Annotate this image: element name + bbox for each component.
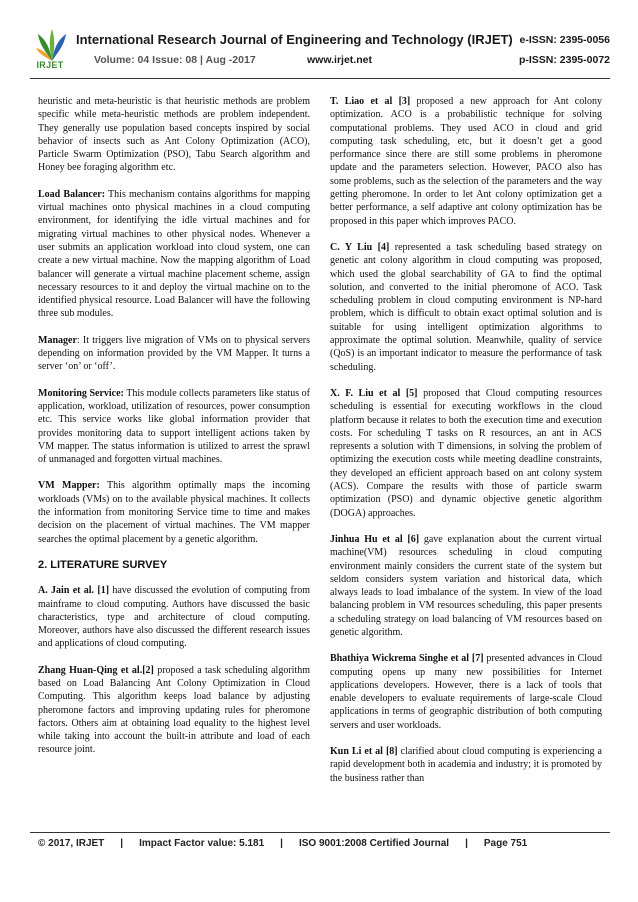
paragraph-text: clarified about cloud computing is experiencing a rapid development both in academia and industry; it is promoted by the business rather than <box>330 746 602 784</box>
term-label: Manager <box>38 334 77 346</box>
citation-label: C. Y Liu [4] <box>330 241 390 253</box>
copyright: © 2017, IRJET <box>38 838 105 849</box>
journal-title: International Research Journal of Engineering and Technology (IRJET) <box>76 32 513 47</box>
paragraph-text: This mechanism contains algorithms for mapping virtual machines onto physical machines in a cloud computing environment, for identifying the idle virtual machines and for migrating virtual machines to other physical nodes. Whenever a user submits an application workload into cloud system, one can create a new virtual machine. Now the mapping algorithm of Load balancer will generate a virtual machine placement scheme, assign necessary resources to it and deploy the virtual machine on to the identified physical resource. Load Balancer will have the following three sub modules. <box>38 188 310 320</box>
footer-separator: | <box>280 838 283 849</box>
term-label: VM Mapper: <box>38 480 100 492</box>
paragraph-ref-5 <box>330 387 602 520</box>
citation-label: T. Liao et al [3] <box>330 96 411 107</box>
citation-label: Bhathiya Wickrema Singhe et al [7] <box>330 653 484 665</box>
iso-certification: ISO 9001:2008 Certified Journal <box>298 838 450 849</box>
e-issn: e-ISSN: 2395-0056 <box>519 34 610 46</box>
footer-divider <box>30 832 610 833</box>
volume-issue: Volume: 04 Issue: 08 | Aug -2017 <box>94 54 256 66</box>
citation-label: Jinhua Hu et al [6] <box>330 533 420 545</box>
footer-separator: | <box>120 838 124 849</box>
section-heading: 2. LITERATURE SURVEY <box>38 558 168 571</box>
impact-factor: Impact Factor value: 5.181 <box>139 838 265 849</box>
paragraph-ref-2 <box>38 664 310 757</box>
paragraph-load-balancer <box>38 188 310 321</box>
paragraph-text: presented advances in Cloud computing opens up many new possibilities for Internet applications developers. However, there is a lack of tools that enable developers to evaluate requirements of large-scale Cloud applications in terms of geographic distribution of both computing servers and user workloads. <box>330 653 603 731</box>
left-column <box>38 95 310 770</box>
page-footer <box>38 838 610 849</box>
paragraph-text: proposed a task scheduling algorithm based on Load Balancing Ant Colony Optimization in Cloud Computing. This algorithm keeps load balance by adjusting pheromone factors and improving updating rules for pheromone factors. Others aim at obtaining load equality to the highest level while taking into account the built-in attribute and load of each resource joint. <box>38 664 310 756</box>
leaf-logo-icon <box>36 28 68 62</box>
paragraph-monitoring-service <box>38 387 310 467</box>
footer-separator: | <box>465 838 468 849</box>
paragraph-ref-8 <box>330 745 602 785</box>
header-divider <box>30 78 610 79</box>
paragraph-ref-6 <box>330 533 602 639</box>
paragraph-text: This algorithm optimally maps the incoming workloads (VMs) on to the available physical machines. It collects the information from monitoring Service time to time and makes decision on the placement of virtual machines. The VM mapper searches the optimal placement by a genetic algorithm. <box>38 480 310 545</box>
paragraph-ref-4 <box>330 241 602 374</box>
term-label: Monitoring Service: <box>38 387 124 399</box>
term-label: Load Balancer: <box>38 188 106 200</box>
paragraph-text: : It triggers live migration of VMs on to physical servers depending on information provided by the VM Mapper. It turns a server ‘on’ or ‘off’. <box>38 334 310 373</box>
paragraph-vm-mapper <box>38 479 310 545</box>
paragraph-manager <box>38 334 310 374</box>
paragraph-ref-1 <box>38 584 310 650</box>
paragraph-text: have discussed the evolution of computing from mainframe to cloud computing. Authors have discussed the basic characteristics, type and architecture of cloud computing. Moreover, authors have also discussed the different research issues and applications of cloud computing. <box>38 585 310 650</box>
page-number: Page 751 <box>483 838 528 849</box>
paragraph <box>38 95 310 175</box>
paragraph-text: proposed that Cloud computing resources scheduling is essential for executing workflows in the cloud platform because it relates to both the execution time and execution costs. For scheduling T tasks on R resources, an ant in ACS represents a solution with T dimensions, in solving the problem of optimizing the execution costs while meeting deadline constraints, they developed an efficient approach based on ant colony system (ACS). Compare the results with those of particle swarm optimization (PSO) and dynamic objective genetic algorithm (DOGA) approaches. <box>330 387 602 519</box>
right-column <box>330 95 602 798</box>
paragraph-text: represented a task scheduling based strategy on genetic ant colony algorithm in cloud computing was proposed, which used the global searchability of GA to find the optimal solution, and converted to the initial pheromone of ACO. Task scheduling problem in cloud computing environment is NP-hard problem, which is difficult to obtain exact optimal solution and is suitable for using intelligent optimization algorithms to approximate the optimal solution. Meanwhile, quality of service (QoS) is an important indicator to measure the performance of task scheduling. <box>330 241 602 373</box>
citation-label: X. F. Liu et al [5] <box>330 387 418 399</box>
paragraph-text: proposed a new approach for Ant colony optimization. ACO is a probabilistic technique for solving computational problems. They used ACO in cloud and grid computing task scheduling, etc, but it doesn’t get a good performance since there are still some problems in pheromone update and the parameters selection. However, PACO also has some problems, such as the selection of the parameters and the way getting pheromone. In order to let Ant colony optimization get a better performance, a self adaptive ant colony optimization has be proposed in this paper which improves PACO. <box>330 96 602 227</box>
citation-label: Kun Li et al [8] <box>330 746 398 758</box>
p-issn: p-ISSN: 2395-0072 <box>518 54 610 66</box>
citation-label: A. Jain et al. [1] <box>38 585 110 597</box>
logo-text: IRJET <box>36 60 64 70</box>
paragraph-ref-3 <box>330 95 602 228</box>
journal-website-link[interactable]: www.irjet.net <box>307 54 372 66</box>
paragraph-ref-7 <box>330 652 602 732</box>
paragraph-text: This module collects parameters like status of application, workload, utilization of resources, power consumption etc. This service works like global information provider that provides monitoring data to support intelligent actions taken by VM mapper. The status information is utilized to arrest the sprawl of unmanaged and forgotten virtual machines. <box>38 387 310 466</box>
page-header <box>30 26 610 78</box>
paragraph-text: gave explanation about the current virtual machine(VM) resources scheduling in cloud computing environment mainly considers the current state of the system but seldom considers system variation and historical data, which always leads to load imbalance of the system. In view of the load balancing problem in VM resources scheduling, this paper presents a scheduling strategy on load balancing of VM resources based on genetic algorithm. <box>330 533 602 638</box>
citation-label: Zhang Huan-Qing et al.[2] <box>38 664 154 676</box>
paragraph-text: heuristic and meta-heuristic is that heuristic methods are problem specific while meta-heuristic methods are problem independent. They generally use population based concepts inspired by social behavior of insects such as Ant Colony Optimization (ACO), Particle Swarm Optimization (PSO), Tabu Search algorithm and Honey bee foraging algorithm etc. <box>38 96 310 174</box>
